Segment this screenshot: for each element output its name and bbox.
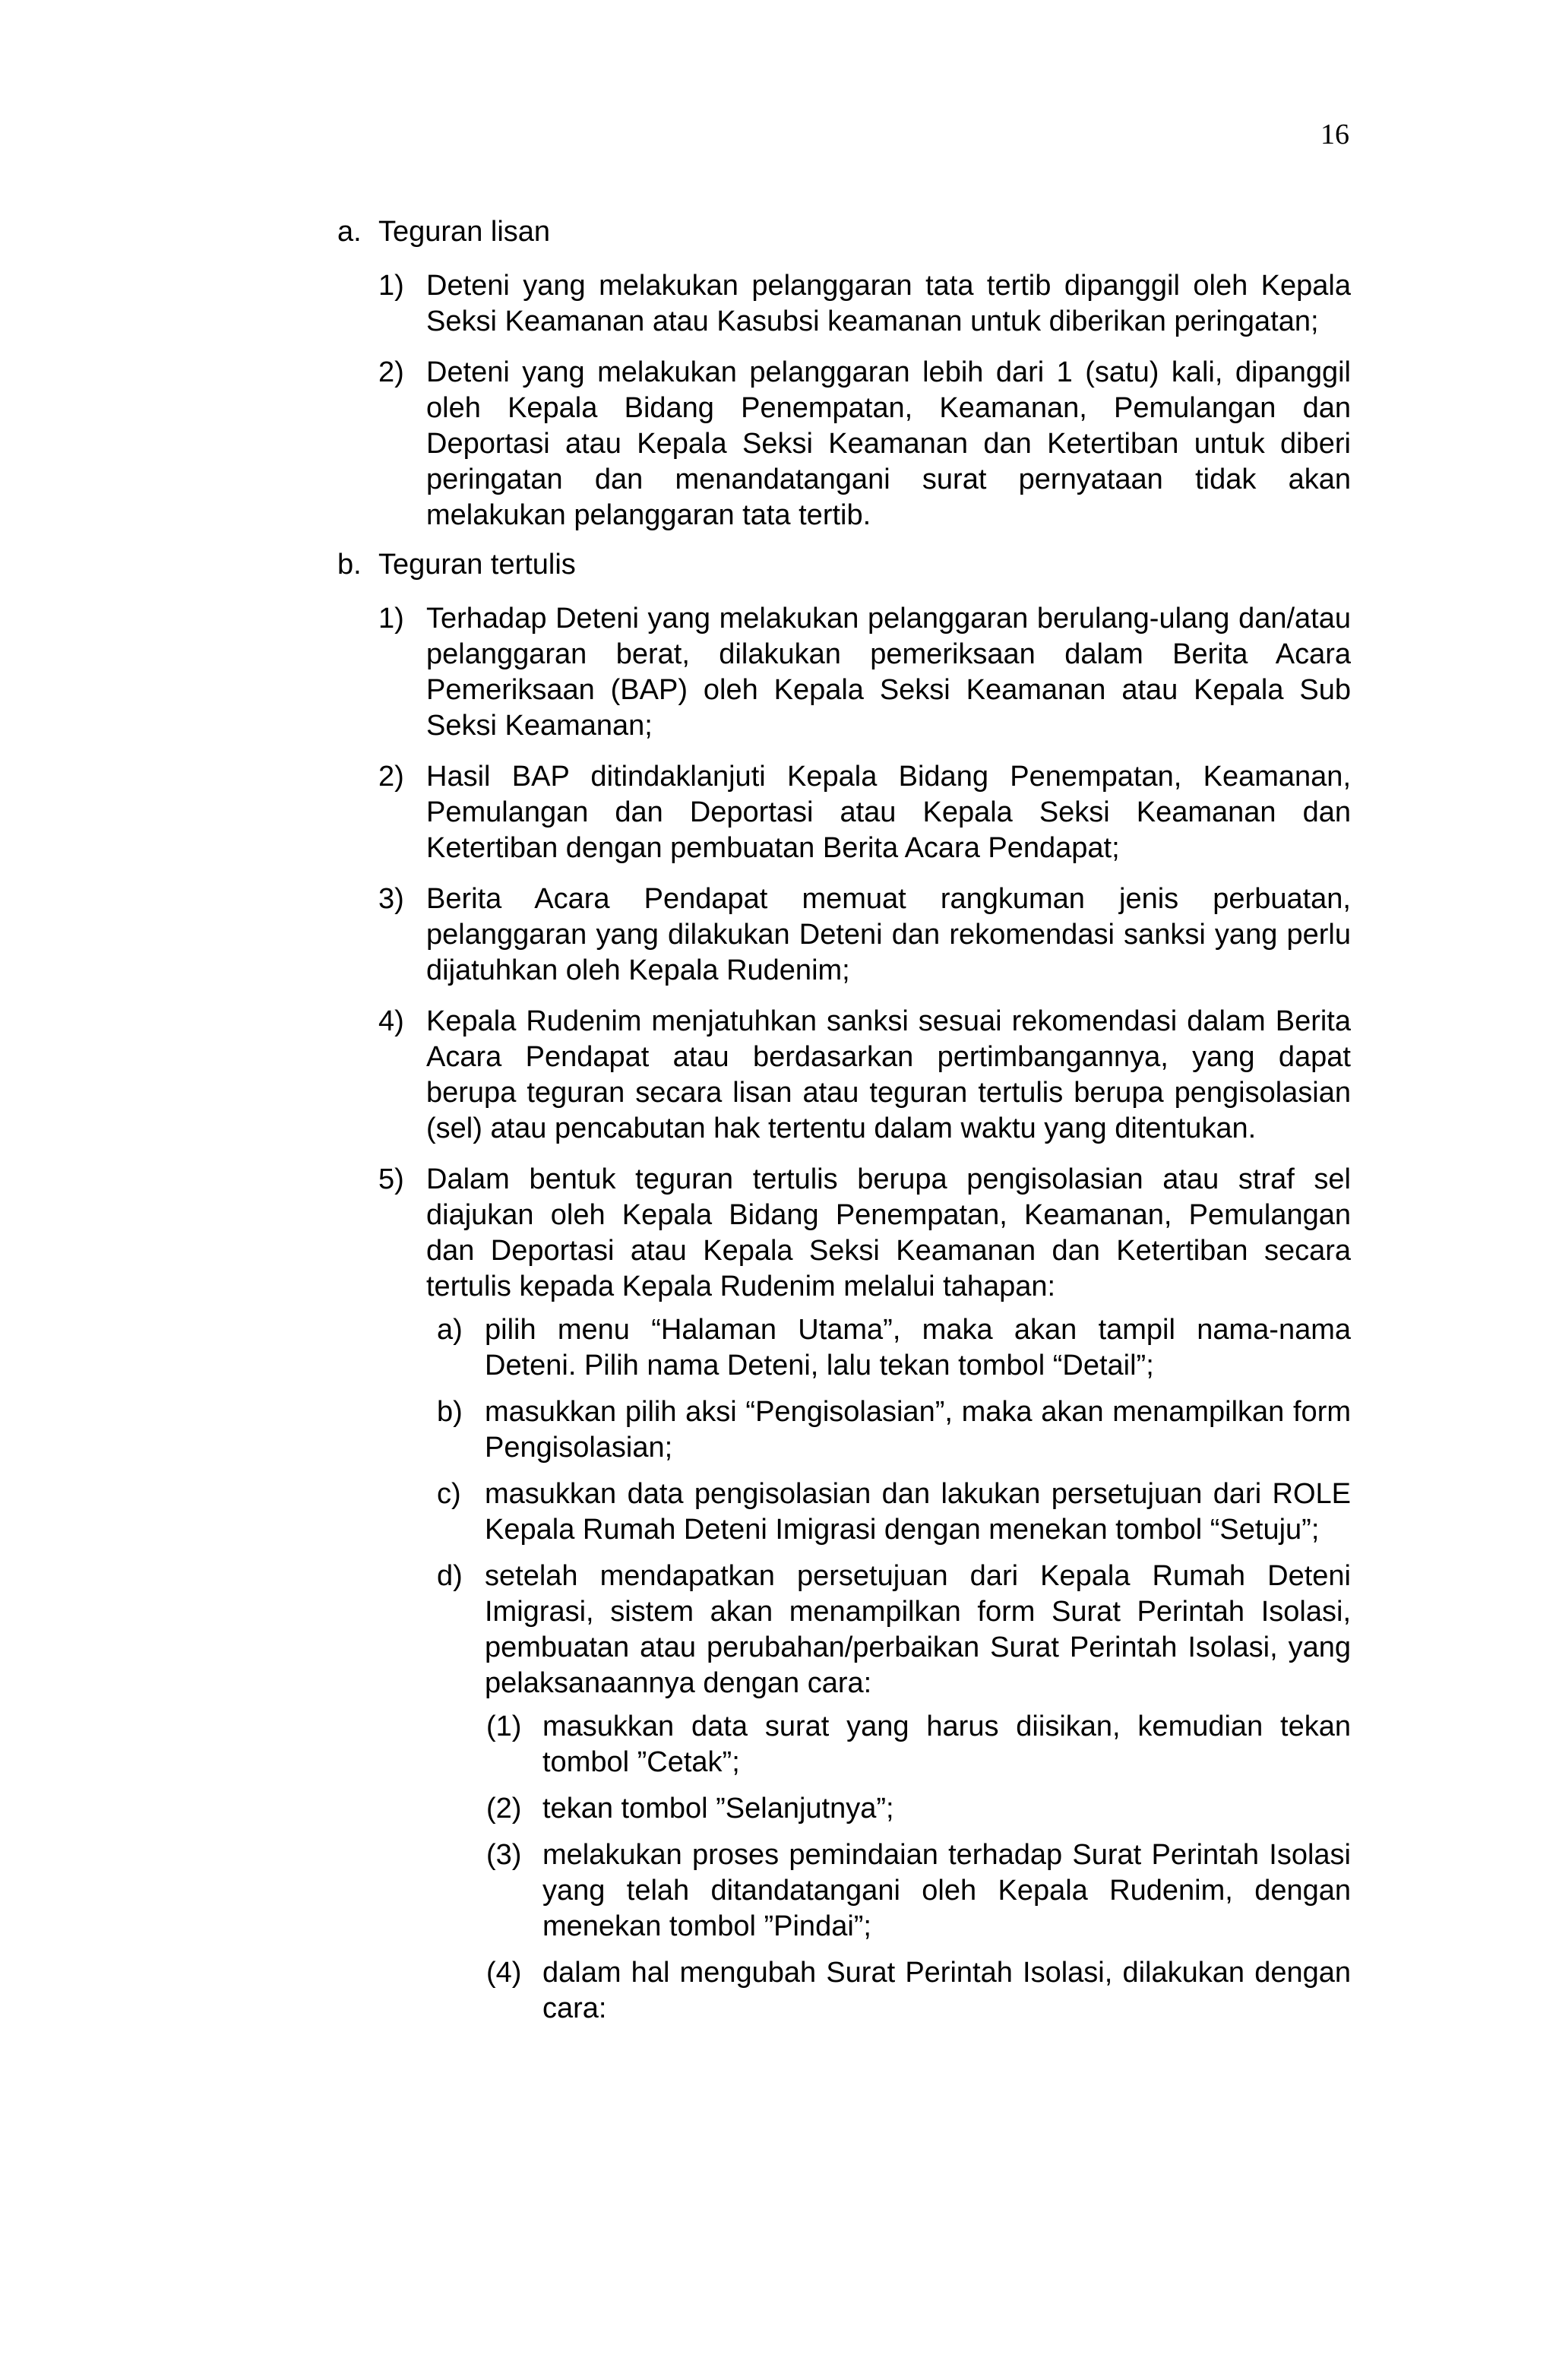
substep-item [486,1837,1351,1945]
substep-text: tekan tombol ”Selanjutnya”; [542,1793,894,1825]
substep-marker: (2) [486,1793,522,1825]
list-item-text: Deteni yang melakukan pelanggaran lebih dari 1 (satu) kali, dipanggil oleh Kepala Bidang Penempatan, Keamanan, Pemulangan dan Deportasi atau Kepala Seksi Keamanan dan Ketertiban untuk diberi peringatan dan menandatangani surat pernyataan tidak akan melakukan pelanggaran tata tertib. [426,356,1351,531]
substep-item [486,1791,1351,1827]
section-marker: b. [337,549,362,581]
list-marker: 4) [378,1005,404,1037]
step-item [437,1312,1351,1384]
step-item [437,1394,1351,1466]
substep-item [486,1709,1351,1780]
substep-text: masukkan data surat yang harus diisikan, kemudian tekan tombol ”Cetak”; [542,1711,1351,1778]
list-item-text: Kepala Rudenim menjatuhkan sanksi sesuai rekomendasi dalam Berita Acara Pendapat atau berdasarkan pertimbangannya, yang dapat berupa teguran secara lisan atau teguran tertulis berupa pengisolasian (sel) atau pencabutan hak tertentu dalam waktu yang ditentukan. [426,1005,1351,1144]
step-marker: b) [437,1396,463,1428]
list-marker: 1) [378,270,404,302]
substep-marker: (4) [486,1957,522,1989]
step-item [437,1476,1351,1548]
document-body [337,214,1351,2037]
step-text: masukkan data pengisolasian dan lakukan persetujuan dari ROLE Kepala Rumah Deteni Imigrasi dengan menekan tombol “Setuju”; [485,1478,1351,1546]
section-teguran-lisan [337,214,1351,250]
list-item [378,881,1351,989]
list-item [378,601,1351,744]
list-marker: 1) [378,603,404,635]
step-marker: d) [437,1560,463,1592]
list-marker: 5) [378,1163,404,1195]
substep-marker: (3) [486,1839,522,1871]
substep-text: melakukan proses pemindaian terhadap Surat Perintah Isolasi yang telah ditandatangani oleh Kepala Rudenim, dengan menekan tombol ”Pindai”; [542,1839,1351,1942]
substep-text: dalam hal mengubah Surat Perintah Isolasi, dilakukan dengan cara: [542,1957,1351,2024]
list-item-text: Dalam bentuk teguran tertulis berupa pengisolasian atau straf sel diajukan oleh Kepala Bidang Penempatan, Keamanan, Pemulangan dan Deportasi atau Kepala Seksi Keamanan dan Ketertiban secara tertulis kepada Kepala Rudenim melalui tahapan: [426,1163,1351,1302]
step-text: setelah mendapatkan persetujuan dari Kepala Rumah Deteni Imigrasi, sistem akan menampilkan form Surat Perintah Isolasi, pembuatan atau perubahan/perbaikan Surat Perintah Isolasi, yang pelaksanaannya dengan cara: [485,1560,1351,1699]
section-title: Teguran tertulis [378,549,576,581]
list-item-text: Terhadap Deteni yang melakukan pelanggaran berulang-ulang dan/atau pelanggaran berat, dilakukan pemeriksaan dalam Berita Acara Pemeriksaan (BAP) oleh Kepala Seksi Keamanan atau Kepala Sub Seksi Keamanan; [426,603,1351,742]
list-item-text: Deteni yang melakukan pelanggaran tata tertib dipanggil oleh Kepala Seksi Keamanan atau Kasubsi keamanan untuk diberikan peringatan; [426,270,1351,337]
section-teguran-tertulis [337,547,1351,583]
list-item [378,759,1351,866]
list-item [378,1162,1351,1305]
step-text: masukkan pilih aksi “Pengisolasian”, maka akan menampilkan form Pengisolasian; [485,1396,1351,1464]
step-marker: a) [437,1314,463,1346]
list-item [378,355,1351,533]
list-item-text: Berita Acara Pendapat memuat rangkuman jenis perbuatan, pelanggaran yang dilakukan Deteni dan rekomendasi sanksi yang perlu dijatuhkan oleh Kepala Rudenim; [426,883,1351,986]
section-title: Teguran lisan [378,216,551,248]
step-text: pilih menu “Halaman Utama”, maka akan tampil nama-nama Deteni. Pilih nama Deteni, lalu tekan tombol “Detail”; [485,1314,1351,1381]
page-number: 16 [1320,119,1349,150]
list-marker: 2) [378,356,404,388]
substep-item [486,1955,1351,2027]
list-item [378,268,1351,340]
substep-marker: (1) [486,1711,522,1742]
list-marker: 3) [378,883,404,915]
section-marker: a. [337,216,362,248]
step-marker: c) [437,1478,461,1510]
list-item [378,1004,1351,1147]
step-item [437,1559,1351,1701]
list-marker: 2) [378,761,404,793]
list-item-text: Hasil BAP ditindaklanjuti Kepala Bidang Penempatan, Keamanan, Pemulangan dan Deportasi atau Kepala Seksi Keamanan dan Ketertiban dengan pembuatan Berita Acara Pendapat; [426,761,1351,864]
